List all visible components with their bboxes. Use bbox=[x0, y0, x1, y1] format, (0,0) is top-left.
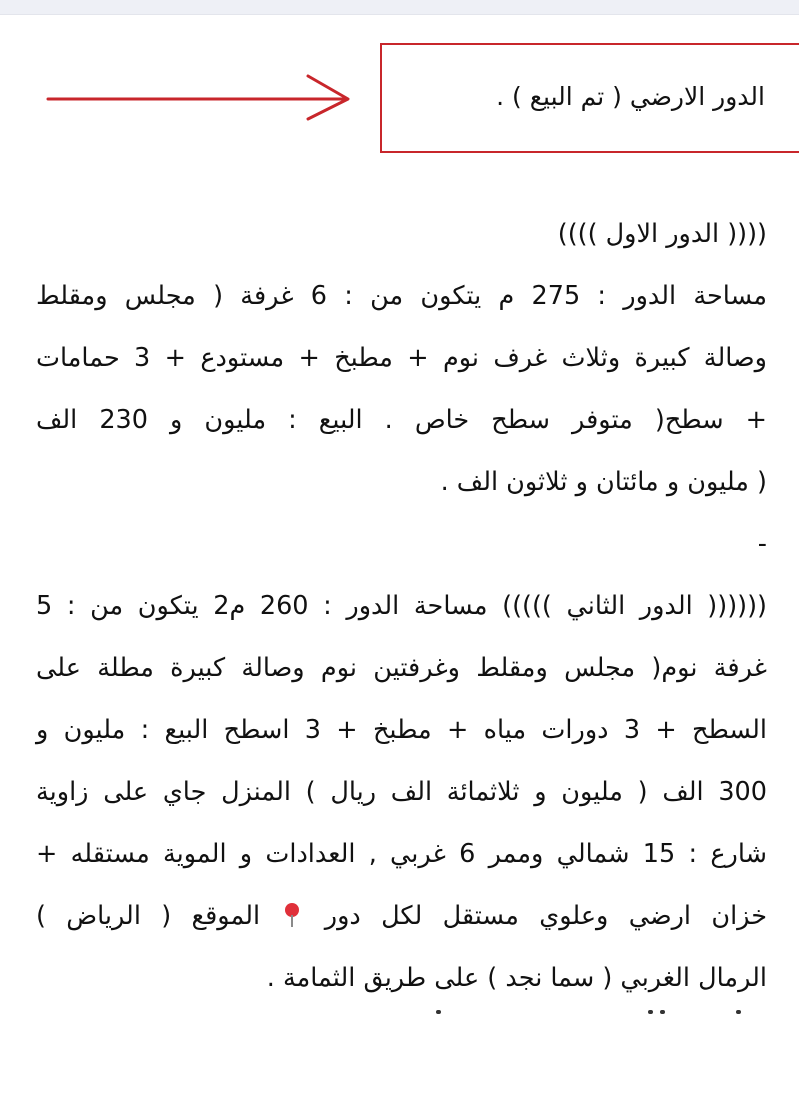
first-floor-line: + سطح( متوفر سطح خاص . البيع : مليون و 230 الف bbox=[36, 405, 767, 435]
first-floor-line: وصالة كبيرة وثلاث غرف نوم + مطبخ + مستودع + 3 حمامات bbox=[36, 343, 767, 373]
listing-description bbox=[36, 203, 767, 1009]
second-floor-last-line: الرمال الغربي ( سما نجد ) على طريق الثمامة . bbox=[266, 963, 767, 993]
sold-floor-text: الدور الارضي ( تم البيع ) . bbox=[496, 82, 765, 111]
round-pushpin-icon bbox=[284, 903, 300, 927]
location-text-after-pin: الموقع ( الرياض ) bbox=[36, 901, 261, 931]
location-line bbox=[36, 885, 767, 947]
second-floor-line: 300 الف ( مليون و ثلاثمائة الف ريال ) المنزل جاي على زاوية bbox=[36, 777, 767, 807]
first-floor-line: مساحة الدور : 275 م يتكون من : 6 غرفة ( مجلس ومقلط bbox=[36, 281, 767, 311]
first-floor-line: ( مليون و مائتان و ثلاثون الف . bbox=[440, 467, 767, 497]
top-strip bbox=[0, 0, 799, 15]
clipped-next-line bbox=[36, 1010, 767, 1030]
floor-separator: - bbox=[757, 529, 767, 559]
sold-floor-highlight-box bbox=[380, 43, 799, 153]
second-floor-line: (((((( الدور الثاني ))))) مساحة الدور : 260 م2 يتكون من : 5 bbox=[36, 591, 767, 621]
second-floor-line: غرفة نوم( مجلس ومقلط وغرفتين نوم وصالة كبيرة مطلة على bbox=[36, 653, 767, 683]
first-floor-heading: (((( الدور الاول )))) bbox=[557, 219, 767, 249]
location-text-before-pin: خزان ارضي وعلوي مستقل لكل دور bbox=[324, 901, 767, 931]
second-floor-line: شارع : 15 شمالي وممر 6 غربي , العدادات و الموية مستقله + bbox=[36, 839, 768, 869]
red-arrow-annotation bbox=[46, 72, 356, 122]
second-floor-line: السطح + 3 دورات مياه + مطبخ + 3 اسطح البيع : مليون و bbox=[36, 715, 767, 745]
